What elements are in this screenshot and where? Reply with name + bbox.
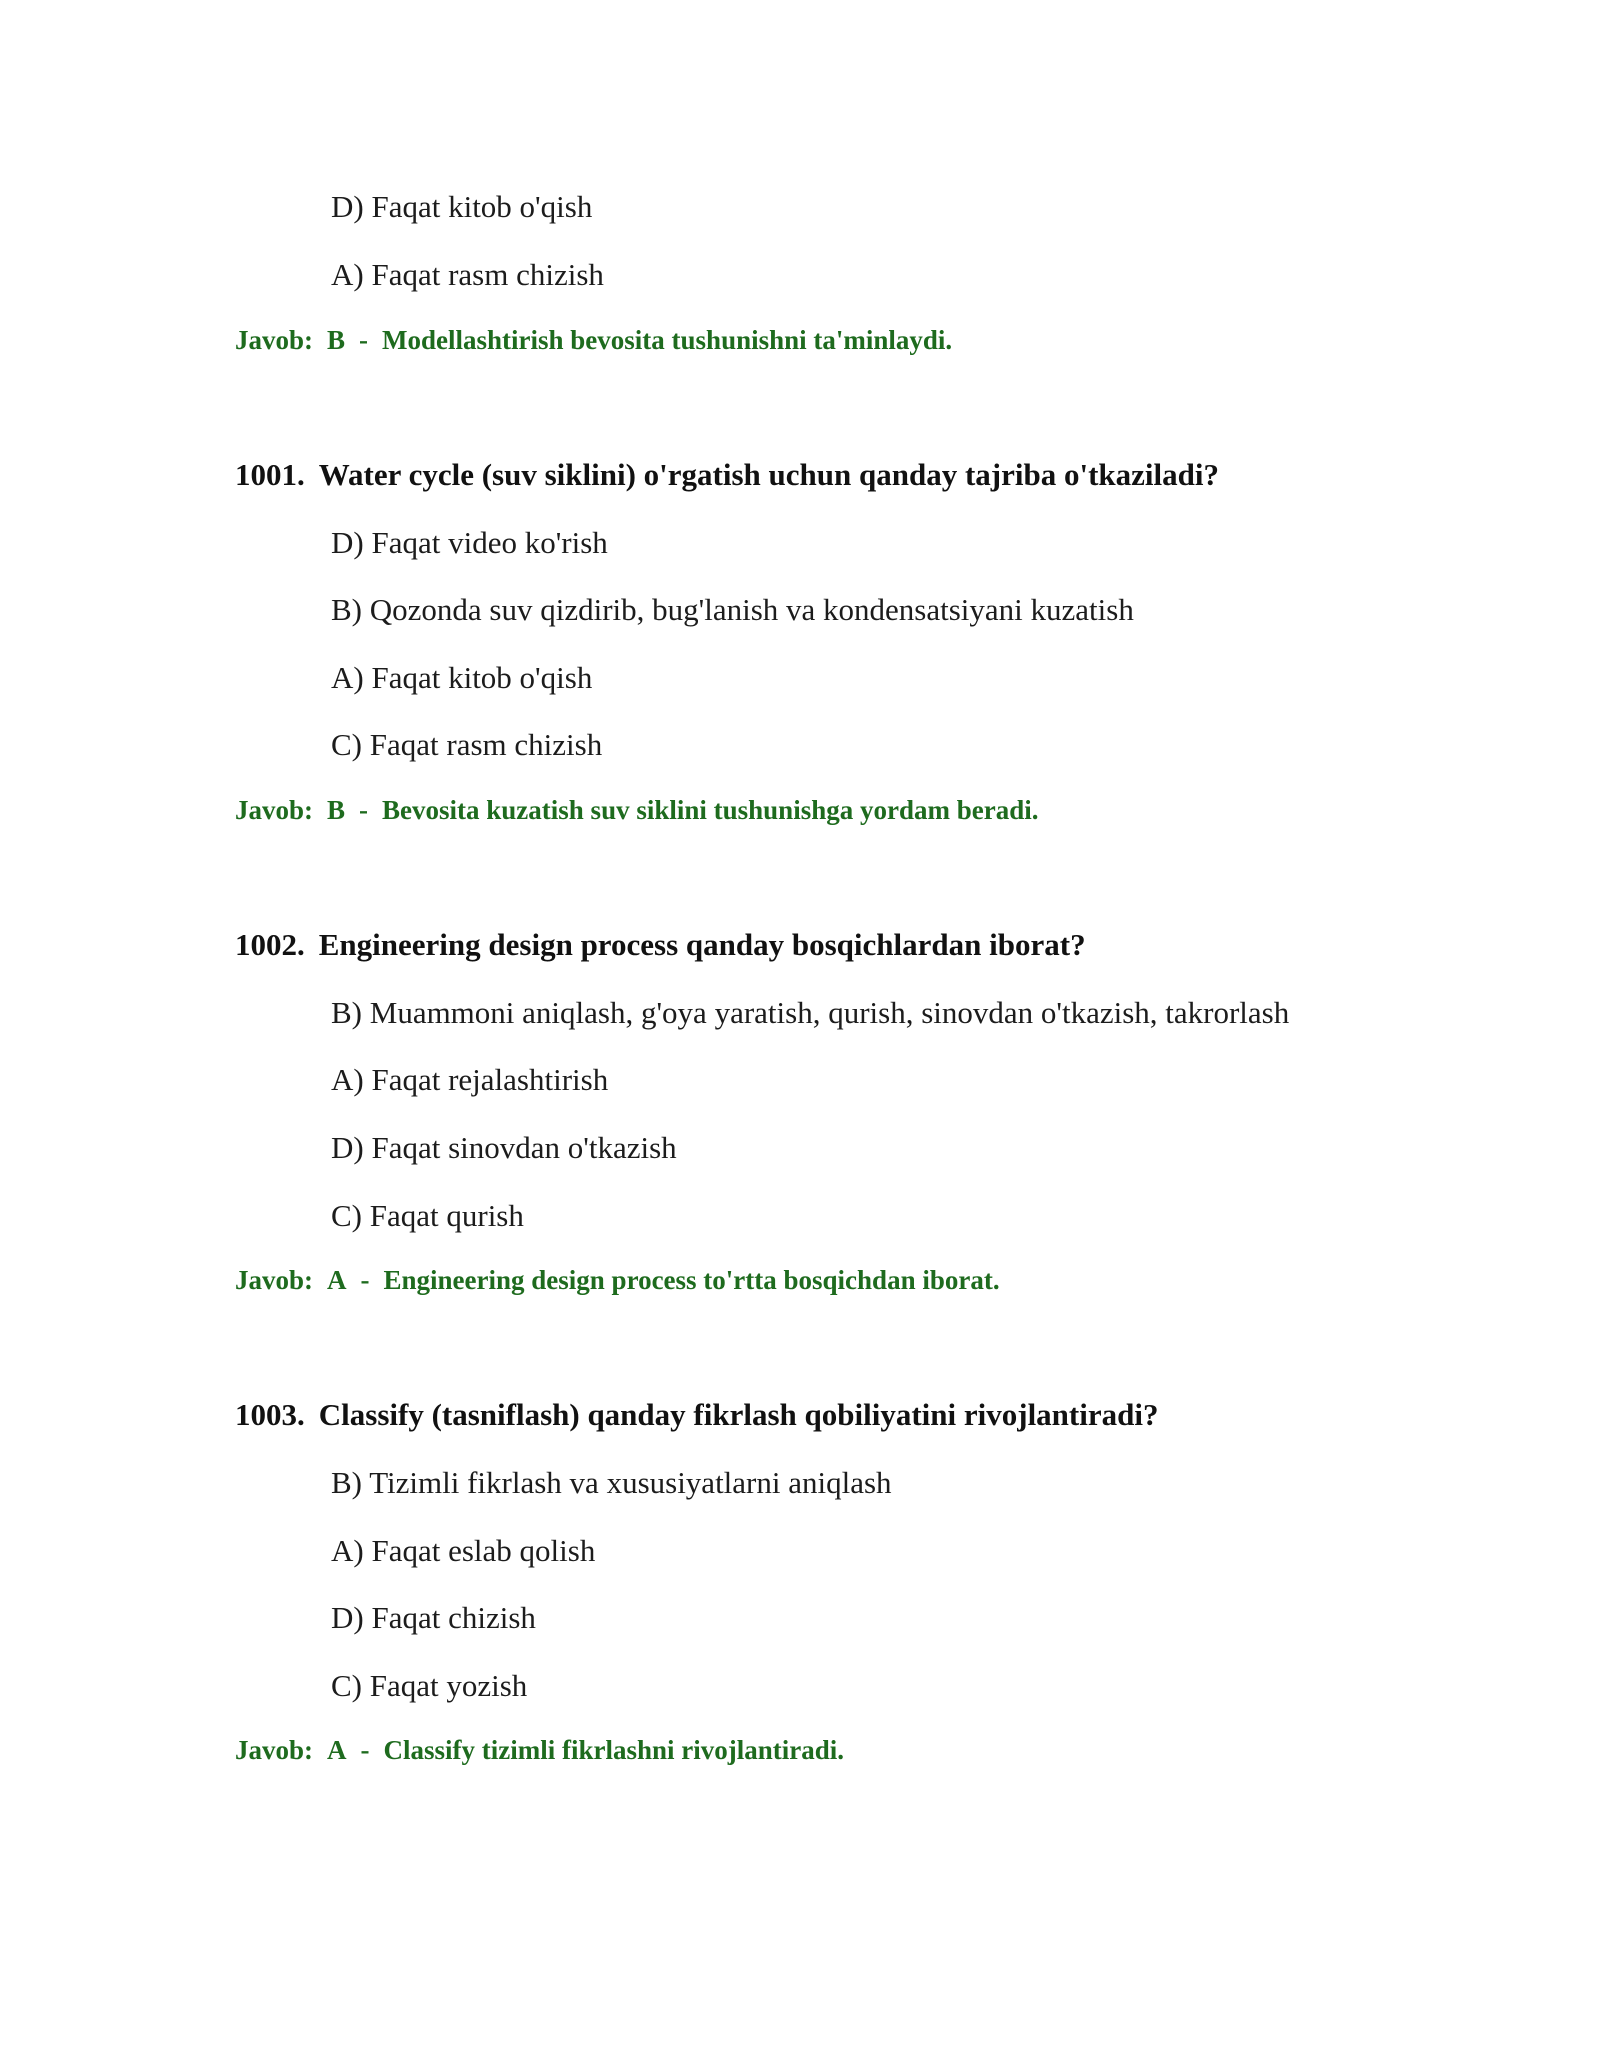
option-item: C) Faqat qurish: [331, 1198, 524, 1233]
option-item: B) Tizimli fikrlash va xususiyatlarni aniqlash: [331, 1465, 892, 1500]
question-text: Engineering design process qanday bosqichlardan iborat?: [318, 927, 1086, 962]
answer-line: [235, 797, 1038, 824]
answer-line: [235, 327, 952, 354]
option-item: D) Faqat video ko'rish: [331, 525, 608, 560]
answer-letter: A: [327, 1265, 347, 1295]
option-item: C) Faqat rasm chizish: [331, 727, 603, 762]
answer-prefix: Javob:: [235, 325, 314, 355]
answer-prefix: Javob:: [235, 1265, 314, 1295]
question-heading: [235, 1399, 1158, 1430]
question-number: 1003.: [235, 1397, 305, 1432]
answer-prefix: Javob:: [235, 795, 314, 825]
answer-dash: -: [360, 1265, 370, 1295]
option-item: B) Muammoni aniqlash, g'oya yaratish, qurish, sinovdan o'tkazish, takrorlash: [331, 995, 1290, 1030]
answer-line: [235, 1267, 1000, 1294]
answer-dash: -: [360, 1735, 370, 1765]
option-item: A) Faqat kitob o'qish: [331, 660, 593, 695]
answer-letter: A: [327, 1735, 347, 1765]
answer-dash: -: [359, 795, 369, 825]
question-heading: [235, 459, 1219, 490]
answer-explanation: Modellashtirish bevosita tushunishni ta'minlaydi.: [382, 325, 953, 355]
option-item: A) Faqat eslab qolish: [331, 1533, 596, 1568]
answer-letter: B: [327, 795, 346, 825]
answer-prefix: Javob:: [235, 1735, 314, 1765]
answer-explanation: Engineering design process to'rtta bosqichdan iborat.: [383, 1265, 1000, 1295]
option-item: A) Faqat rejalashtirish: [331, 1062, 609, 1097]
option-item: D) Faqat sinovdan o'tkazish: [331, 1130, 677, 1165]
question-text: Water cycle (suv siklini) o'rgatish uchun qanday tajriba o'tkaziladi?: [318, 457, 1219, 492]
question-number: 1001.: [235, 457, 305, 492]
option-item: D) Faqat chizish: [331, 1600, 536, 1635]
answer-line: [235, 1737, 844, 1764]
answer-letter: B: [327, 325, 346, 355]
option-item: C) Faqat yozish: [331, 1668, 528, 1703]
answer-explanation: Classify tizimli fikrlashni rivojlantiradi.: [383, 1735, 845, 1765]
answer-dash: -: [359, 325, 369, 355]
option-item: D) Faqat kitob o'qish: [331, 189, 593, 224]
option-item: B) Qozonda suv qizdirib, bug'lanish va kondensatsiyani kuzatish: [331, 592, 1134, 627]
answer-explanation: Bevosita kuzatish suv siklini tushunishga yordam beradi.: [382, 795, 1039, 825]
question-number: 1002.: [235, 927, 305, 962]
question-text: Classify (tasniflash) qanday fikrlash qobiliyatini rivojlantiradi?: [318, 1397, 1159, 1432]
option-item: A) Faqat rasm chizish: [331, 257, 604, 292]
question-heading: [235, 929, 1086, 960]
